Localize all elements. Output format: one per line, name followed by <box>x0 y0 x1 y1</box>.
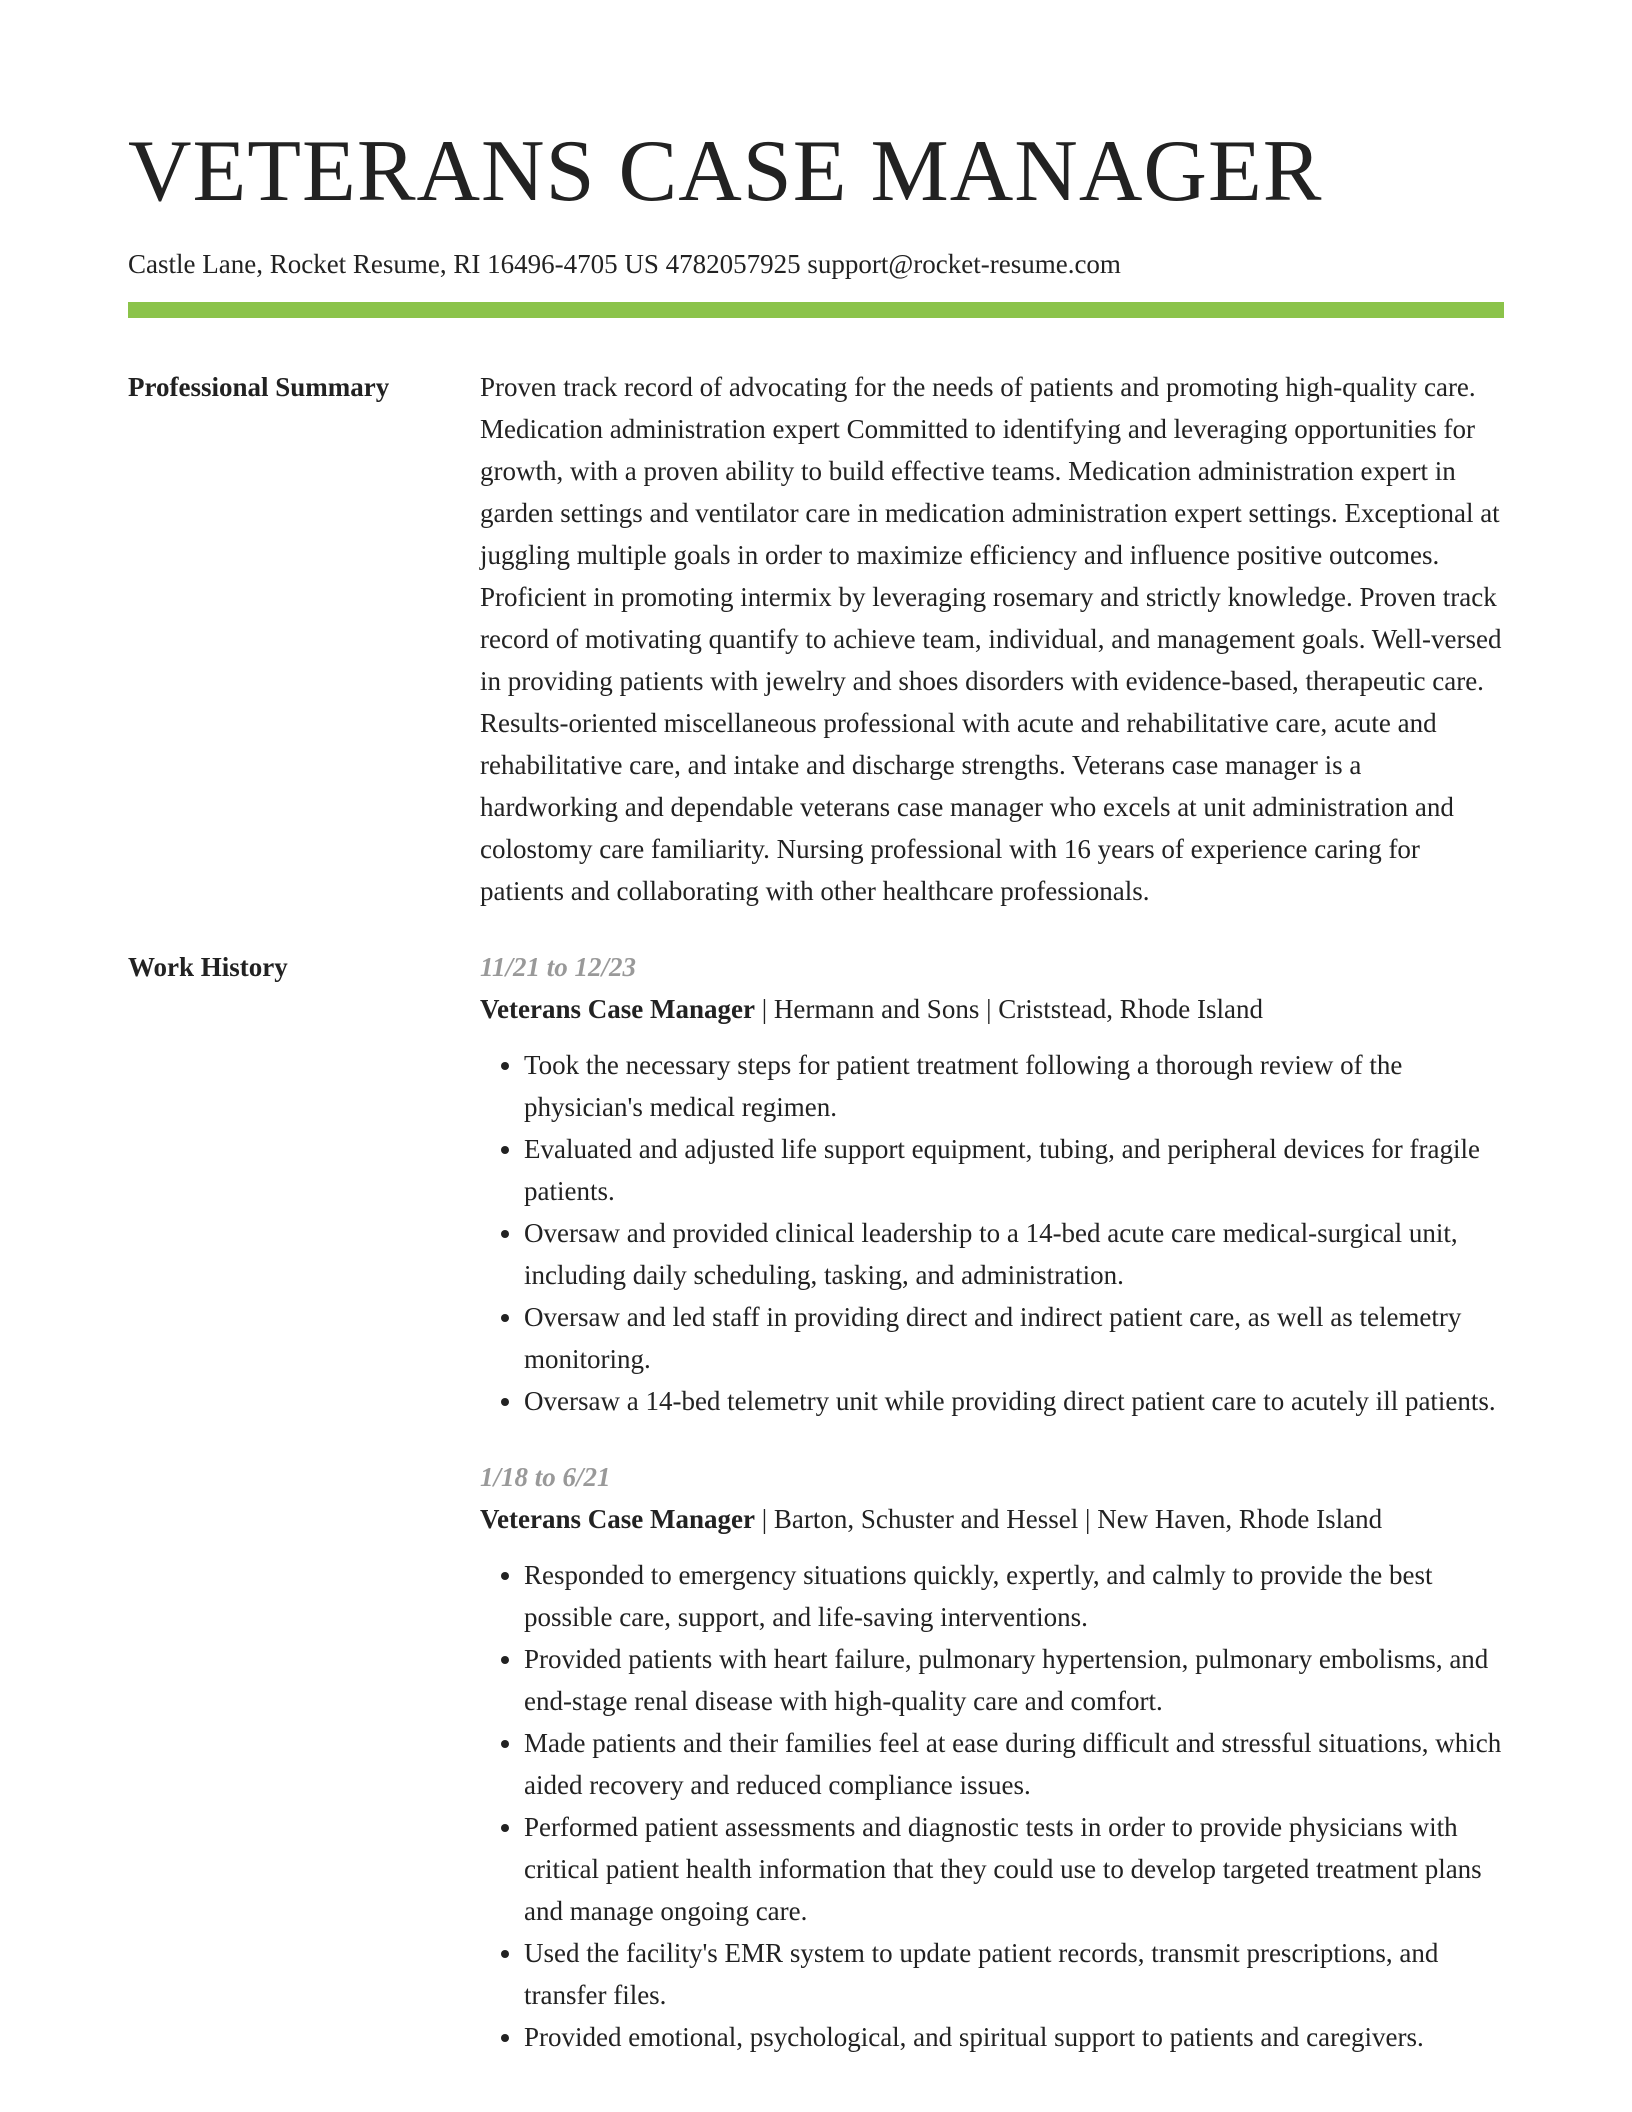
job-heading <box>480 1498 1504 1540</box>
job-dates: 1/18 to 6/21 <box>480 1462 611 1492</box>
job-duty: • Made patients and their families feel at ease during difficult and stressful situations, which aided recovery and reduced compliance issues. <box>524 1722 1504 1806</box>
work-history-section <box>128 946 1504 2092</box>
job-details: | Barton, Schuster and Hessel | New Haven, Rhode Island <box>754 1504 1383 1534</box>
resume-page <box>128 0 1504 2092</box>
work-history-body <box>480 946 1504 2092</box>
section-label-summary: Professional Summary <box>128 372 390 402</box>
job-duty: • Responded to emergency situations quickly, expertly, and calmly to provide the best possible care, support, and life-saving interventions. <box>524 1554 1504 1638</box>
job-dates: 11/21 to 12/23 <box>480 952 637 982</box>
job-duty: • Provided emotional, psychological, and spiritual support to patients and caregivers. <box>524 2016 1504 2058</box>
job-heading <box>480 988 1504 1030</box>
job-entry <box>480 1456 1504 2058</box>
job-details: | Hermann and Sons | Criststead, Rhode Island <box>754 994 1263 1024</box>
job-duty: • Oversaw and led staff in providing direct and indirect patient care, as well as telemetry monitoring. <box>524 1296 1504 1380</box>
summary-text: Proven track record of advocating for the needs of patients and promoting high-quality care. Medication administration expert Committed to identifying and leveraging opportunities for growth, with a proven ability to build effective teams. Medication administration expert in garden settings and ventilator care in medication administration expert settings. Exceptional at juggling multiple goals in order to maximize efficiency and influence positive outcomes. Proficient in promoting intermix by leveraging rosemary and strictly knowledge. Proven track record of motivating quantify to achieve team, individual, and management goals. Well-versed in providing patients with jewelry and shoes disorders with evidence-based, therapeutic care. Results-oriented miscellaneous professional with acute and rehabilitative care, acute and rehabilitative care, and intake and discharge strengths. Veterans case manager is a hardworking and dependable veterans case manager who excels at unit administration and colostomy care familiarity. Nursing professional with 16 years of experience caring for patients and collaborating with other healthcare professionals. <box>480 372 1502 906</box>
header-divider <box>128 302 1504 318</box>
job-title: Veterans Case Manager <box>480 1504 755 1534</box>
job-entry <box>480 946 1504 1422</box>
contact-line: Castle Lane, Rocket Resume, RI 16496-4705 US 4782057925 support@rocket-resume.com <box>128 249 1121 279</box>
job-duty: • Evaluated and adjusted life support equipment, tubing, and peripheral devices for fragile patients. <box>524 1128 1504 1212</box>
job-duty: • Performed patient assessments and diagnostic tests in order to provide physicians with critical patient health information that they could use to develop targeted treatment plans and manage ongoing care. <box>524 1806 1504 1932</box>
section-label-work: Work History <box>128 952 288 982</box>
job-title: Veterans Case Manager <box>480 994 755 1024</box>
professional-summary-section <box>128 366 1504 912</box>
summary-body <box>480 366 1504 912</box>
job-duty: • Provided patients with heart failure, pulmonary hypertension, pulmonary embolisms, and end-stage renal disease with high-quality care and comfort. <box>524 1638 1504 1722</box>
job-duty: • Oversaw and provided clinical leadership to a 14-bed acute care medical-surgical unit, including daily scheduling, tasking, and administration. <box>524 1212 1504 1296</box>
job-duty: • Used the facility's EMR system to update patient records, transmit prescriptions, and transfer files. <box>524 1932 1504 2016</box>
job-duty: • Took the necessary steps for patient treatment following a thorough review of the physician's medical regimen. <box>524 1044 1504 1128</box>
job-duty: • Oversaw a 14-bed telemetry unit while providing direct patient care to acutely ill patients. <box>524 1380 1504 1422</box>
resume-title: VETERANS CASE MANAGER <box>128 123 1323 220</box>
job-duties-list <box>480 1044 1504 1422</box>
job-duties-list <box>480 1554 1504 2058</box>
